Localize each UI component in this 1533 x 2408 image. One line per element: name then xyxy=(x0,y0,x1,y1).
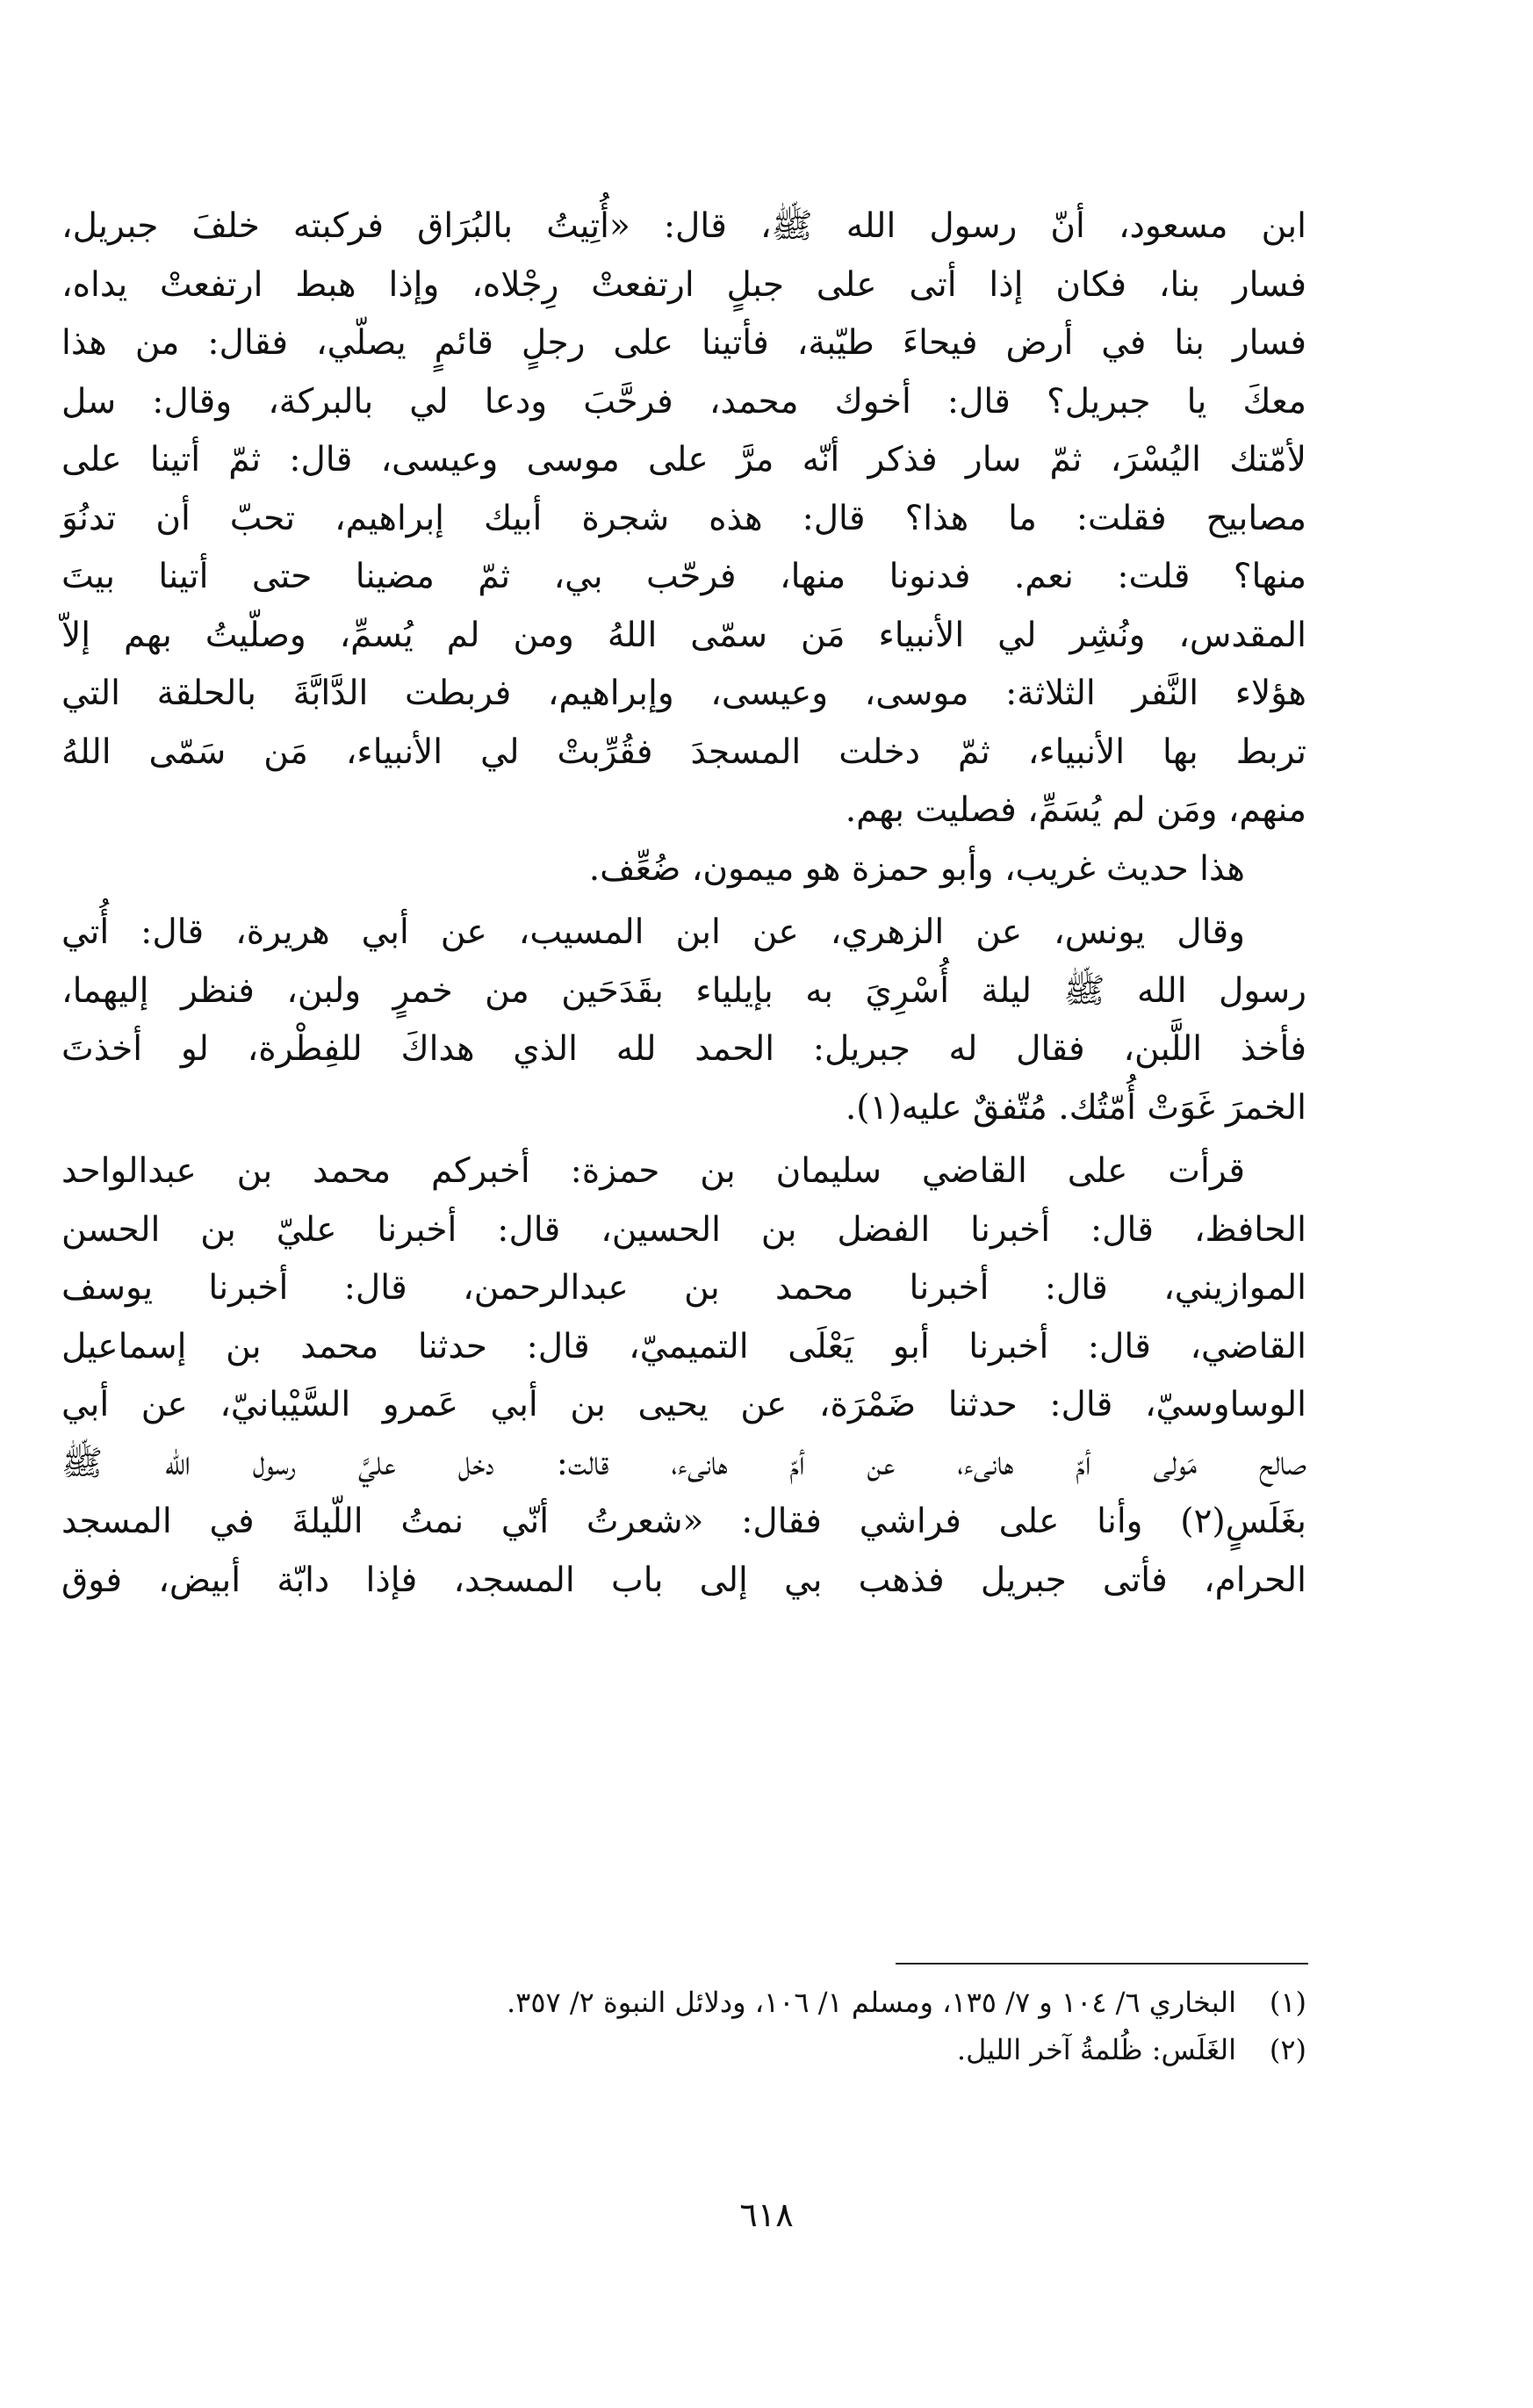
text-line: رسول الله ﷺ ليلة أُسْرِيَ به بإيلياء بقَدَحَين من خمرٍ ولبن، فنظر إليهما، xyxy=(61,970,1306,1011)
paragraph-isra-narration xyxy=(61,198,1306,840)
footnotes xyxy=(202,1979,1306,2073)
text-line: الموازيني، قال: أخبرنا محمد بن عبدالرحمن، قال: أخبرنا يوسف xyxy=(61,1268,1306,1308)
text-line: معكَ يا جبريل؟ قال: أخوك محمد، فرحَّبَ ودعا لي بالبركة، وقال: سل xyxy=(61,381,1306,422)
text-line: ابن مسعود، أنّ رسول الله ﷺ، قال: «أُتِيتُ بالبُرَاق فركبته خلفَ جبريل، xyxy=(61,206,1306,246)
text-line: فأخذ اللَّبن، فقال له جبريل: الحمد لله الذي هداكَ للفِطْرة، لو أخذتَ xyxy=(61,1029,1306,1069)
text-line: بغَلَسٍ(٢) وأنا على فراشي فقال: «شعرتُ أنّي نمتُ اللّيلةَ في المسجد xyxy=(61,1502,1306,1541)
footnote-number: (٢) xyxy=(1269,2033,1306,2066)
paragraph-grading-note xyxy=(61,840,1306,899)
footnote-2 xyxy=(202,2026,1306,2073)
text-line: مصابيح فقلت: ما هذا؟ قال: هذه شجرة أبيك إبراهيم، تحبّ أن تدنُوَ xyxy=(61,498,1306,538)
text-line: صالح مَولى أمّ هانىء، عن أمّ هانىء، قالت: دخل عليَّ رسول الله ﷺ xyxy=(61,1443,1306,1483)
text-line: الحرام، فأتى جبريل فذهب بي إلى باب المسجد، فإذا دابّة أبيض، فوق xyxy=(61,1560,1306,1600)
text-line: هؤلاء النَّفر الثلاثة: موسى، وعيسى، وإبراهيم، فربطت الدَّابَّةَ بالحلقة التي xyxy=(61,674,1306,713)
text-line: لأمّتك اليُسْرَ، ثمّ سار فذكر أنّه مرَّ على موسى وعيسى، قال: ثمّ أتينا على xyxy=(61,440,1306,479)
paragraph-younus-narration xyxy=(61,904,1306,1137)
text-line: منها؟ قلت: نعم. فدنونا منها، فرحّب بي، ثمّ مضينا حتى أتينا بيتَ xyxy=(61,557,1306,596)
text-line: الحافظ، قال: أخبرنا الفضل بن الحسين، قال: أخبرنا عليّ بن الحسن xyxy=(61,1209,1306,1250)
text-line: فسار بنا في أرض فيحاءَ طيّبة، فأتينا على رجلٍ قائمٍ يصلّي، فقال: من هذا xyxy=(61,323,1306,363)
text-line: تربط بها الأنبياء، ثمّ دخلت المسجدَ فقُرِّبتْ لي الأنبياء، مَن سَمّى اللهُ xyxy=(61,732,1306,772)
text-line: منهم، ومَن لم يُسَمِّ، فصليت بهم. xyxy=(845,790,1306,830)
text-line: هذا حديث غريب، وأبو حمزة هو ميمون، ضُعِّف. xyxy=(588,848,1245,889)
text-line: الخمرَ غَوَتْ أُمّتُك. مُتّفقٌ عليه(١). xyxy=(845,1087,1306,1128)
main-text xyxy=(61,198,1306,1610)
footnote-number: (١) xyxy=(1269,1986,1306,2019)
footnote-divider xyxy=(896,1963,1308,1965)
footnote-text: الغَلَس: ظُلمةُ آخر الليل. xyxy=(956,2033,1236,2066)
text-line: فسار بنا، فكان إذا أتى على جبلٍ ارتفعتْ رِجْلاه، وإذا هبط ارتفعتْ يداه، xyxy=(61,264,1306,305)
text-line: القاضي، قال: أخبرنا أبو يَعْلَى التميميّ، قال: حدثنا محمد بن إسماعيل xyxy=(61,1326,1306,1366)
footnote-text: البخاري ٦/ ١٠٤ و ٧/ ١٣٥، ومسلم ١/ ١٠٦، ودلائل النبوة ٢/ ٣٥٧. xyxy=(506,1986,1236,2019)
text-line: قرأت على القاضي سليمان بن حمزة: أخبركم محمد بن عبدالواحد xyxy=(61,1151,1245,1191)
text-line: وقال يونس، عن الزهري، عن ابن المسيب، عن أبي هريرة، قال: أُتي xyxy=(61,912,1245,952)
page-number: ٦١٨ xyxy=(739,2195,794,2234)
text-line: المقدس، ونُشِر لي الأنبياء مَن سمّى اللهُ ومن لم يُسمِّ، وصلّيتُ بهم إلاّ xyxy=(61,615,1306,655)
text-line: الوساوسيّ، قال: حدثنا ضَمْرَة، عن يحيى بن أبي عَمرو السَّيْبانيّ، عن أبي xyxy=(61,1385,1306,1424)
footnote-1 xyxy=(202,1979,1306,2026)
paragraph-umm-hani-narration xyxy=(61,1143,1306,1610)
